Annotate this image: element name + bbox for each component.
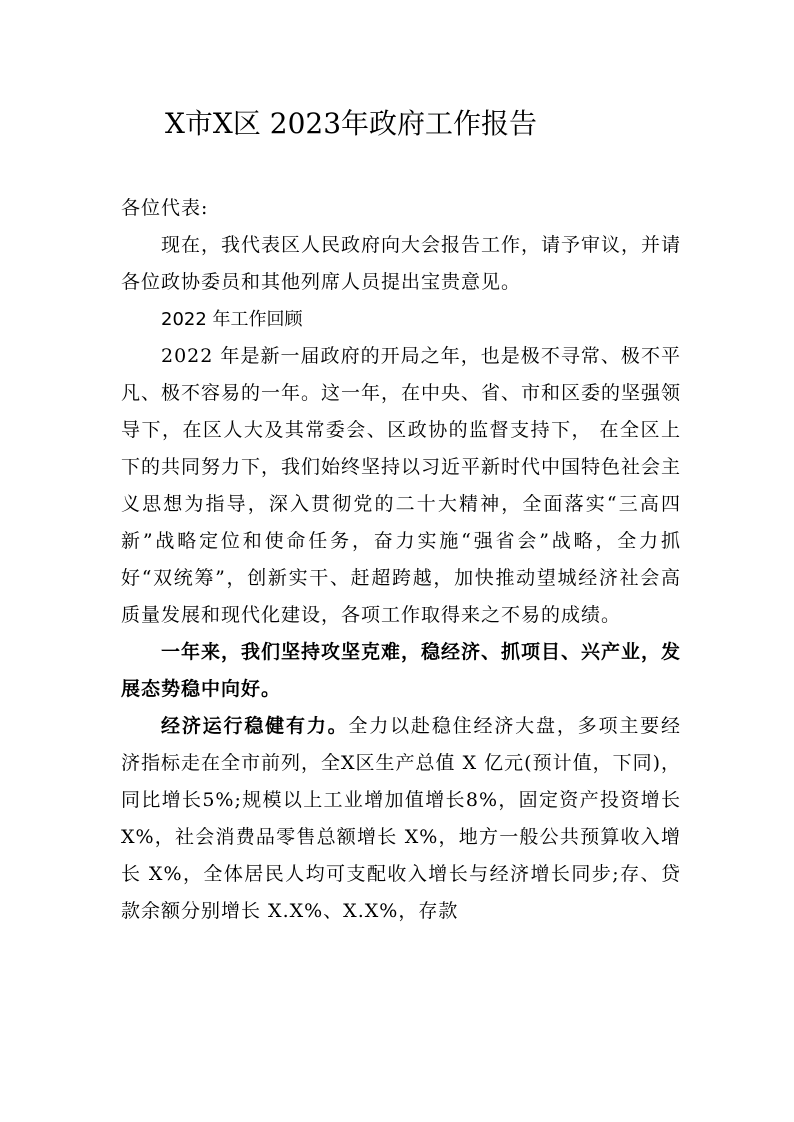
section-heading: 2022 年工作回顾 [161,309,303,330]
summary-paragraph: 一年来，我们坚持攻坚克难，稳经济、抓项目、兴产业，发展态势稳中向好。 [121,641,682,700]
economy-lead: 经济运行稳健有力。 [161,715,349,737]
intro-paragraph: 现在，我代表区人民政府向大会报告工作，请予审议，并请各位政协委员和其他列席人员提出宝贵意见。 [121,234,682,293]
review-paragraph: 2022 年是新一届政府的开局之年，也是极不寻常、极不平凡、极不容易的一年。这一年，在中央、省、市和区委的坚强领导下，在区人大及其常委会、区政协的监督支持下， 在全区上下的共同努力下，我们始终坚持以习近平新时代中国特色社会主义思想为指导，深入贯彻党的二十大精神，全面落实“三高四新”战略定位和使命任务，奋力实施“强省会”战略，全力抓好“双统筹”，创新实干、赶超跨越，加快推动望城经济社会高质量发展和现代化建设，各项工作取得来之不易的成绩。 [121,345,682,626]
economy-text: 全力以赴稳住经济大盘，多项主要经济指标走在全市前列，全X区生产总值 X 亿元(预计值，下同)，同比增长5%;规模以上工业增加值增长8%，固定资产投资增长 X%，社会消费品零售总额增长 X%，地方一般公共预算收入增长 X%，全体居民人均可支配收入增长与经济增长同步;存、贷款余额分别增长 X.X%、X.X%，存款 [121,715,681,922]
document-title: X市X区 2023年政府工作报告 [165,107,538,140]
salutation: 各位代表: [121,197,209,219]
document-body [121,190,681,930]
economy-paragraph [121,708,681,930]
